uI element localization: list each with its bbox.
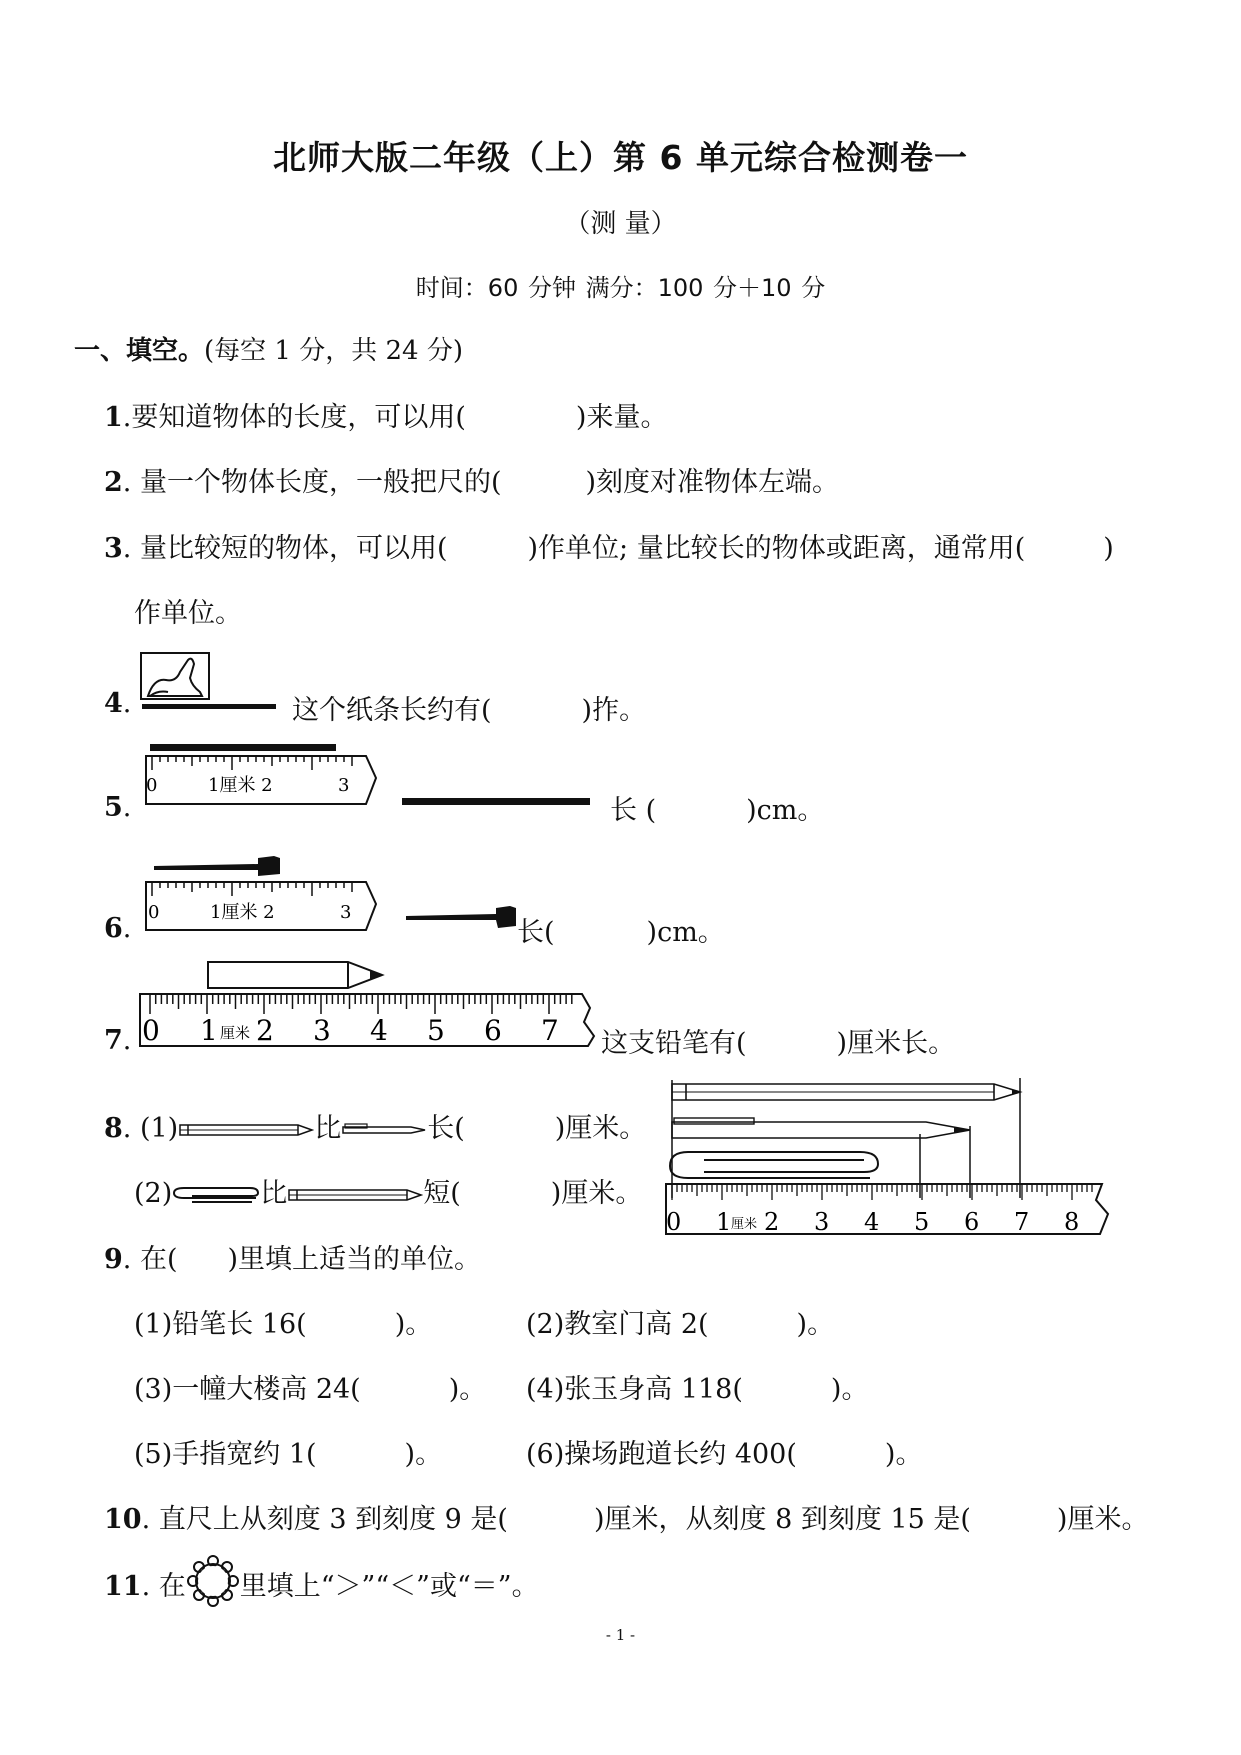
section-1-label: 一、填空。 — [74, 336, 205, 366]
nail-object — [154, 856, 280, 876]
question-3-number: 3 — [104, 533, 123, 564]
ruler-label: 0 — [142, 1014, 160, 1047]
page-title: 北师大版二年级（上）第 6 单元综合检测卷一 — [273, 138, 968, 177]
ruler-label: 1 — [200, 1014, 218, 1047]
question-8-1-text: 长( — [427, 1113, 465, 1144]
ruler-label: 4 — [864, 1208, 880, 1236]
question-1-number: 1 — [104, 402, 123, 433]
question-5-after: )cm。 — [746, 795, 825, 826]
question-2 — [104, 460, 839, 499]
ruler-label: 5 — [914, 1208, 930, 1236]
question-3 — [104, 526, 1114, 565]
measured-bar — [150, 744, 336, 751]
question-8-number: 8 — [104, 1113, 123, 1144]
question-11-after: 里填上“＞”“＜”或“＝”。 — [239, 1571, 539, 1602]
ruler-label: 1厘米 2 — [208, 775, 273, 796]
objects-on-ruler-figure — [664, 1074, 1112, 1246]
section-1-heading — [74, 330, 463, 367]
pen-icon — [341, 1122, 427, 1138]
question-2-after: )刻度对准物体左端。 — [585, 467, 840, 498]
paperclip-icon — [172, 1184, 260, 1206]
question-9 — [104, 1237, 481, 1276]
ruler-label: 2 — [764, 1208, 780, 1236]
question-5-text: 长 ( — [610, 795, 657, 826]
ruler-label: 3 — [313, 1014, 331, 1047]
question-6-number: 6. — [104, 913, 132, 944]
question-8-1-label: (1) — [139, 1113, 179, 1144]
ruler-label: 5 — [427, 1014, 445, 1047]
question-9-item: (1)铅笔长 16( )。 — [134, 1309, 433, 1340]
question-7-number: 7. — [104, 1025, 132, 1056]
ruler-small-q6 — [140, 852, 380, 936]
question-4-text: 这个纸条长约有( — [292, 695, 492, 726]
question-2-number: 2 — [104, 467, 123, 498]
question-10-number: 10 — [104, 1504, 142, 1535]
question-3-line-2: 作单位。 — [134, 598, 242, 629]
ruler-label: 3 — [340, 902, 352, 923]
ruler-small-q5 — [140, 742, 380, 810]
question-8-1-after: )厘米。 — [554, 1113, 647, 1144]
question-8-2-after: )厘米。 — [550, 1178, 643, 1209]
pencil-object — [208, 962, 382, 988]
question-8-2-label: (2) — [134, 1178, 173, 1209]
question-11-text: . 在 — [141, 1571, 186, 1602]
question-5 — [610, 788, 824, 827]
ruler-label: 1 — [716, 1208, 732, 1236]
question-11 — [104, 1564, 539, 1608]
ruler-label: 厘米 — [731, 1217, 758, 1232]
time-score-info: 时间：60 分钟 满分：100 分＋10 分 — [415, 274, 826, 302]
question-7 — [601, 1021, 955, 1060]
paper-strip — [142, 704, 276, 709]
ruler-label: 3 — [814, 1208, 830, 1236]
pencil-icon — [178, 1122, 314, 1138]
question-9-item: (2)教室门高 2( )。 — [526, 1309, 835, 1340]
question-7-after: )厘米长。 — [836, 1028, 956, 1059]
question-8-1-mid: 比 — [314, 1113, 342, 1144]
question-2-text: . 量一个物体长度，一般把尺的( — [122, 467, 502, 498]
ruler-label: 厘米 — [220, 1024, 251, 1042]
nail-to-measure-q6 — [404, 900, 520, 934]
ruler-label: 7 — [541, 1014, 559, 1047]
question-3-after: ) — [1103, 533, 1114, 564]
question-8-2-text: 短( — [423, 1178, 461, 1209]
ruler-label: 1厘米 2 — [210, 902, 275, 923]
question-4-number: 4. — [104, 688, 132, 719]
question-10-mid: )厘米，从刻度 8 到刻度 15 是( — [593, 1504, 971, 1535]
question-9-item: (5)手指宽约 1( )。 — [134, 1439, 443, 1470]
hand-span-icon — [140, 652, 280, 714]
question-9-text: . 在( — [122, 1244, 178, 1275]
question-1-text: .要知道物体的长度，可以用( — [122, 402, 466, 433]
question-3-text: . 量比较短的物体，可以用( — [122, 533, 448, 564]
question-8-part-1: 8. (1) 比 长( )厘米。 — [104, 1113, 647, 1144]
ruler-label: 4 — [370, 1014, 388, 1047]
question-3-mid: )作单位; 量比较长的物体或距离，通常用( — [527, 533, 1026, 564]
question-6-after: )cm。 — [646, 917, 725, 948]
question-4-after: )拃。 — [581, 695, 647, 726]
ruler-label: 0 — [666, 1208, 682, 1236]
question-10-text: . 直尺上从刻度 3 到刻度 9 是( — [141, 1504, 508, 1535]
question-10-after: )厘米。 — [1056, 1504, 1149, 1535]
ruler-large-q7 — [138, 956, 602, 1052]
question-10 — [104, 1497, 1148, 1536]
question-6-text: 长( — [517, 917, 555, 948]
question-7-text: 这支铅笔有( — [601, 1028, 747, 1059]
question-6 — [517, 910, 725, 949]
question-1-after: )来量。 — [575, 402, 668, 433]
question-9-after: )里填上适当的单位。 — [227, 1244, 482, 1275]
ruler-label: 3 — [338, 775, 350, 796]
question-9-item: (3)一幢大楼高 24( )。 — [134, 1374, 487, 1405]
ruler-label: 0 — [146, 775, 158, 796]
question-8-2-mid: 比 — [260, 1178, 288, 1209]
ruler-label: 6 — [484, 1014, 502, 1047]
ruler-label: 2 — [256, 1014, 274, 1047]
question-9-item: (4)张玉身高 118( )。 — [526, 1374, 869, 1405]
ruler-label: 0 — [148, 902, 160, 923]
question-5-number: 5. — [104, 792, 132, 823]
page-number: - 1 - — [605, 1626, 636, 1644]
question-11-number: 11 — [104, 1571, 142, 1602]
question-9-number: 9 — [104, 1244, 123, 1275]
section-1-note: (每空 1 分，共 24 分) — [204, 336, 463, 366]
ruler-label: 7 — [1014, 1208, 1030, 1236]
line-to-measure-q5 — [402, 798, 590, 805]
question-8-part-2 — [134, 1171, 642, 1210]
page-subtitle: （测 量） — [564, 209, 677, 239]
pencil-icon — [287, 1187, 423, 1203]
ruler-label: 8 — [1064, 1208, 1080, 1236]
flower-circle-icon — [186, 1554, 240, 1608]
question-4 — [292, 688, 646, 727]
paperclip-object — [670, 1152, 878, 1178]
question-1 — [104, 395, 667, 434]
ruler-label: 6 — [964, 1208, 980, 1236]
question-9-item: (6)操场跑道长约 400( )。 — [526, 1439, 923, 1470]
